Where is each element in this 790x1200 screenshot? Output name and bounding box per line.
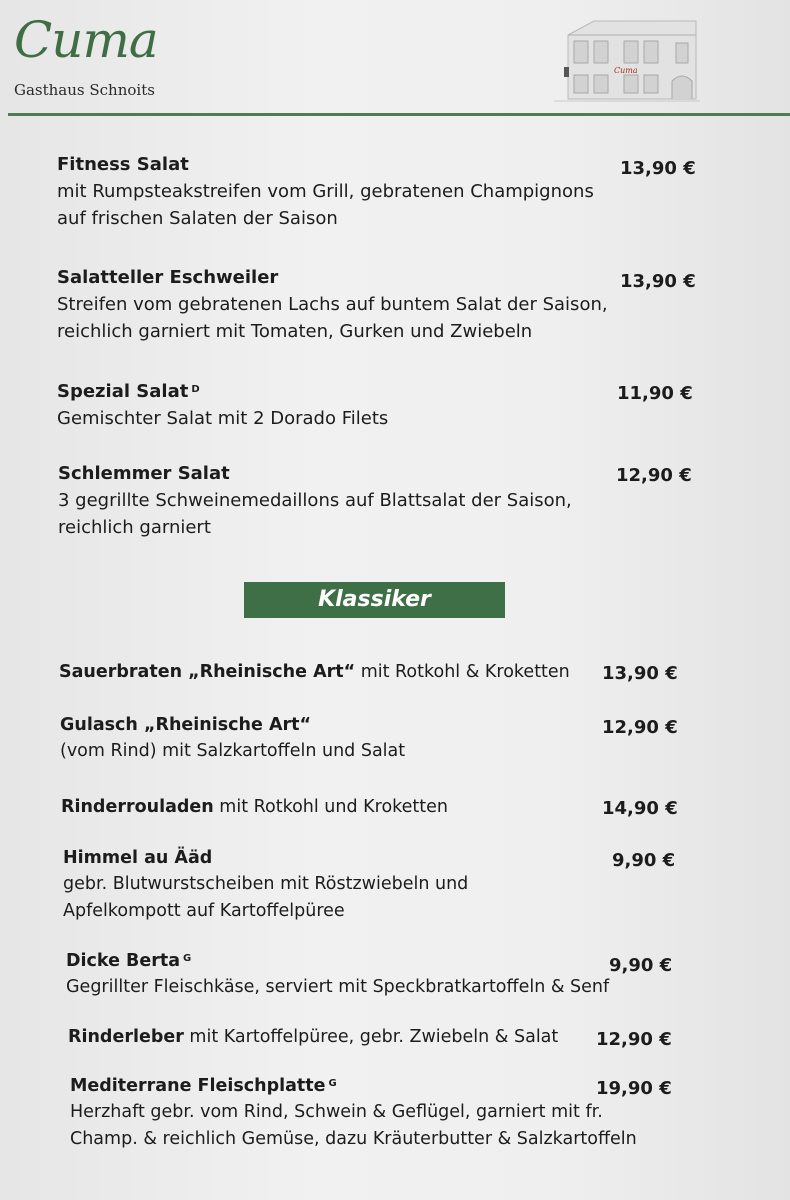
dish-name: Rinderleber: [68, 1027, 184, 1047]
dish-description: reichlich garniert mit Tomaten, Gurken und Zwiebeln: [57, 321, 533, 342]
dish-description: mit Rumpsteakstreifen vom Grill, gebratenen Champignons: [57, 181, 594, 202]
allergen-marker: G: [183, 953, 192, 964]
dish-description: auf frischen Salaten der Saison: [57, 208, 338, 229]
restaurant-logo: Cuma: [14, 11, 158, 69]
dish-price: 13,90 €: [620, 271, 696, 292]
dish-name: Spezial Salat: [57, 381, 189, 402]
dish-description: Streifen vom gebratenen Lachs auf buntem Salat der Saison,: [57, 294, 608, 315]
menu-item: [58, 461, 698, 541]
menu-item: [68, 1024, 608, 1050]
house-sign: Cuma: [614, 66, 638, 75]
dish-description: Champ. & reichlich Gemüse, dazu Kräuterbutter & Salzkartoffeln: [70, 1129, 637, 1149]
dish-name: Salatteller Eschweiler: [57, 267, 279, 288]
header-divider: [8, 113, 790, 116]
dish-name: Sauerbraten „Rheinische Art“: [59, 662, 356, 682]
menu-item: [70, 1073, 650, 1153]
dish-price: 9,90 €: [609, 955, 673, 976]
menu-item: [66, 948, 646, 1001]
menu-item: [59, 659, 619, 685]
dish-price: 12,90 €: [616, 465, 692, 486]
dish-description: mit Rotkohl & Kroketten: [355, 662, 570, 682]
dish-description: (vom Rind) mit Salzkartoffeln und Salat: [60, 741, 406, 761]
dish-name: Gulasch „Rheinische Art“: [60, 715, 311, 735]
menu-item: [57, 152, 697, 232]
dish-description: Herzhaft gebr. vom Rind, Schwein & Geflügel, garniert mit fr.: [70, 1102, 603, 1122]
menu-item: [60, 712, 620, 765]
dish-description: Gegrillter Fleischkäse, serviert mit Speckbratkartoffeln & Senf: [66, 977, 610, 997]
dish-name: Rinderrouladen: [61, 797, 214, 817]
dish-price: 14,90 €: [602, 798, 678, 819]
dish-name: Himmel au Ääd: [63, 848, 213, 868]
dish-description: mit Kartoffelpüree, gebr. Zwiebeln & Salat: [183, 1027, 559, 1047]
dish-price: 13,90 €: [620, 158, 696, 179]
restaurant-subtitle: Gasthaus Schnoits: [14, 81, 155, 99]
dish-description: Apfelkompott auf Kartoffelpüree: [63, 901, 345, 921]
section-title-banner: Klassiker: [244, 582, 505, 618]
dish-description: mit Rotkohl und Kroketten: [213, 797, 449, 817]
allergen-marker: D: [191, 384, 200, 395]
dish-name: Dicke Berta: [66, 951, 181, 971]
menu-item: [61, 794, 621, 820]
dish-description: gebr. Blutwurstscheiben mit Röstzwiebeln und: [63, 874, 469, 894]
dish-price: 13,90 €: [602, 663, 678, 684]
menu-item: [57, 379, 697, 432]
dish-description: reichlich garniert: [58, 517, 211, 538]
dish-price: 11,90 €: [617, 383, 693, 404]
dish-name: Schlemmer Salat: [58, 463, 230, 484]
dish-name: Fitness Salat: [57, 154, 189, 175]
dish-name: Mediterrane Fleischplatte: [70, 1076, 326, 1096]
dish-price: 19,90 €: [596, 1078, 672, 1099]
dish-description: 3 gegrillte Schweinemedaillons auf Blattsalat der Saison,: [58, 490, 572, 511]
house-illustration: [554, 17, 700, 105]
dish-price: 12,90 €: [602, 717, 678, 738]
dish-price: 9,90 €: [612, 850, 676, 871]
menu-item: [63, 845, 623, 925]
menu-item: [57, 265, 697, 345]
allergen-marker: G: [328, 1078, 337, 1089]
dish-price: 12,90 €: [596, 1029, 672, 1050]
dish-description: Gemischter Salat mit 2 Dorado Filets: [57, 408, 389, 429]
